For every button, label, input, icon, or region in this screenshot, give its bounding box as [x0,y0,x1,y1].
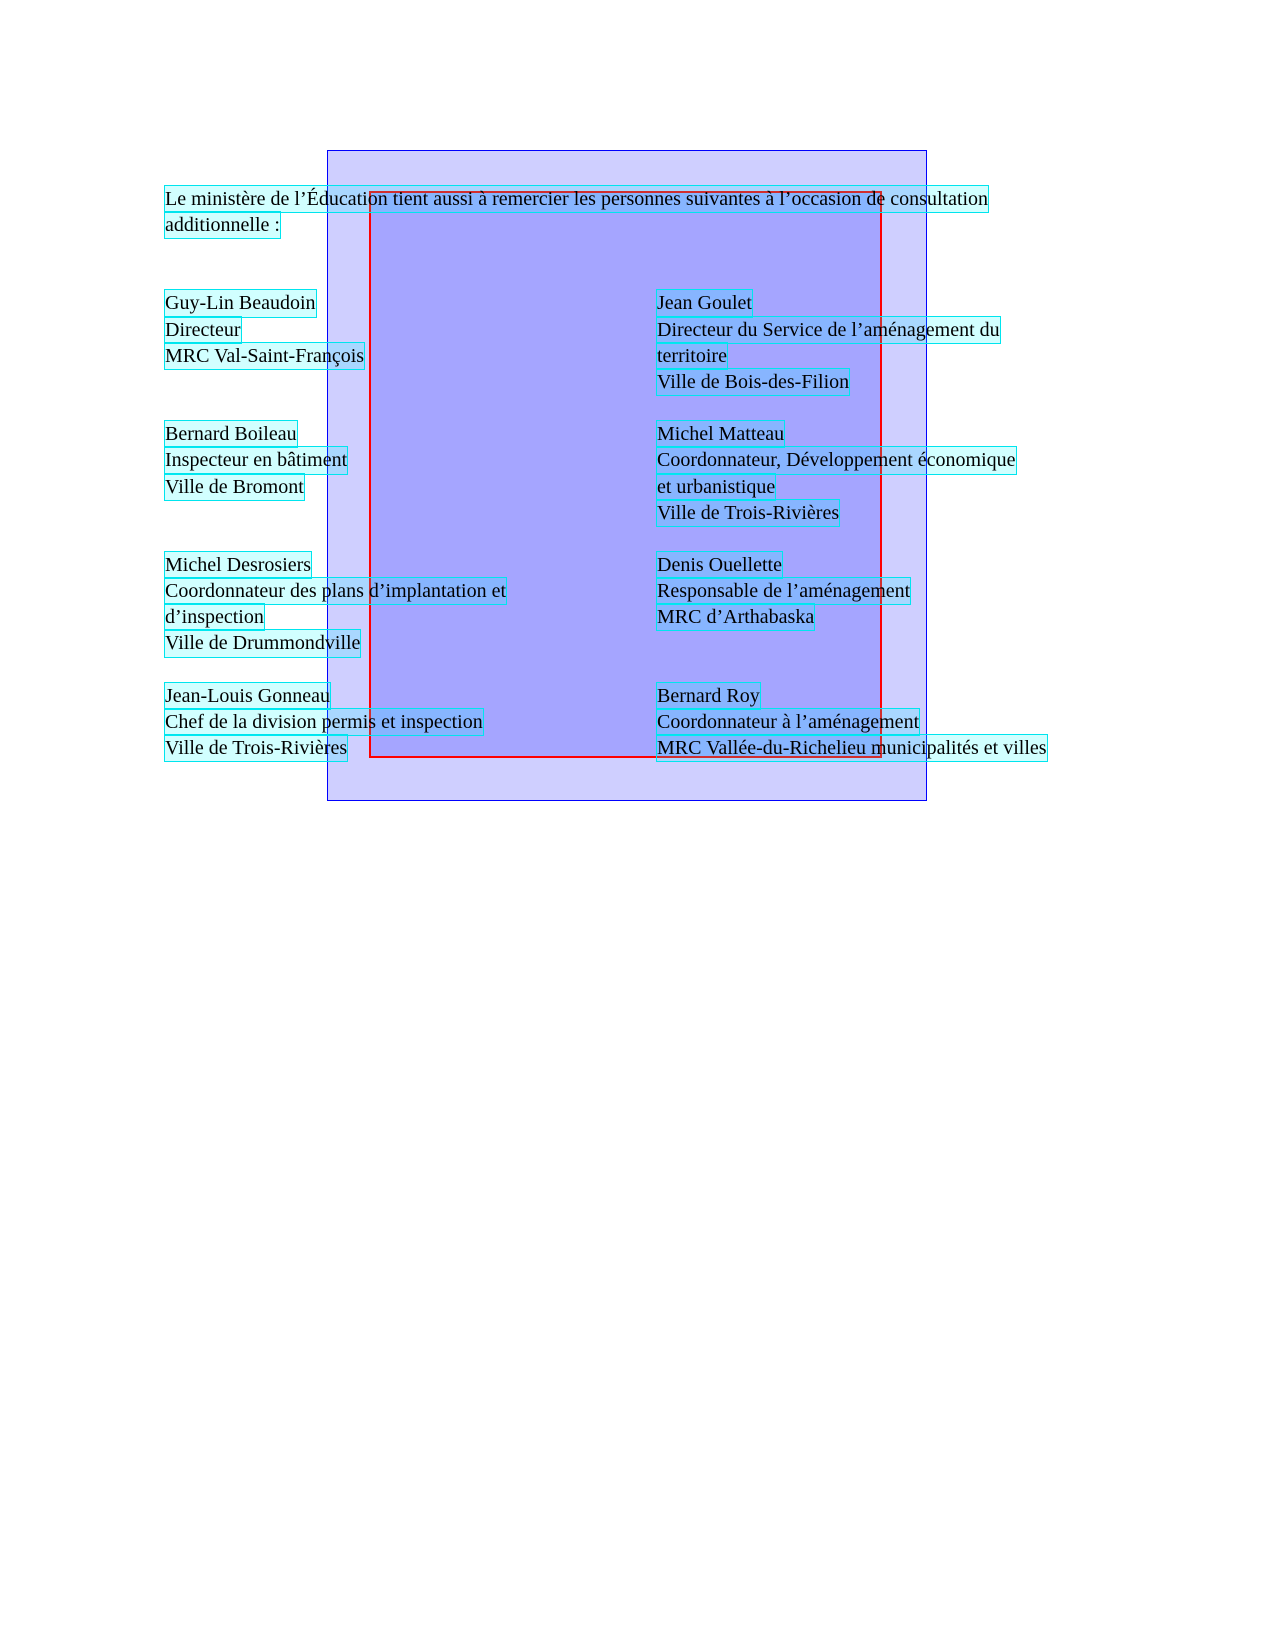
contact-title: Coordonnateur, Développement économique [657,447,1016,473]
contact-name: Michel Desrosiers [165,552,311,578]
contact-block [165,683,1165,762]
contact-organization: Ville de Bromont [165,474,304,500]
contact-title: d’inspection [165,604,264,630]
contact-organization: Ville de Drummondville [165,630,360,656]
contact-title: Responsable de l’aménagement [657,578,910,604]
contact-organization: Ville de Trois-Rivières [657,500,839,526]
contact-organization: MRC Vallée-du-Richelieu municipalités et villes [657,735,1047,761]
contact-name: Guy-Lin Beaudoin [165,290,316,316]
contact-title: Directeur du Service de l’aménagement du [657,317,1000,343]
intro-line-2: additionnelle : [165,212,280,238]
contact-title: Coordonnateur des plans d’implantation et [165,578,506,604]
contact-name: Denis Ouellette [657,552,782,578]
contact-block [165,421,1165,526]
contact-block [165,552,1165,657]
contact-name: Bernard Roy [657,683,760,709]
contact-name: Jean-Louis Gonneau [165,683,330,709]
contact-organization: Ville de Trois-Rivières [165,735,347,761]
intro-line-1: Le ministère de l’Éducation tient aussi à remercier les personnes suivantes à l’occasion de consultation [165,186,988,212]
contact-name: Michel Matteau [657,421,784,447]
contact-block [165,290,1165,395]
acknowledgements-section [165,186,1165,761]
contact-title: Directeur [165,317,241,343]
contact-organization: Ville de Bois-des-Filion [657,369,849,395]
contact-name: Jean Goulet [657,290,752,316]
contact-title: Inspecteur en bâtiment [165,447,347,473]
contact-name: Bernard Boileau [165,421,297,447]
contact-title: Chef de la division permis et inspection [165,709,483,735]
contact-title: et urbanistique [657,474,775,500]
contact-title: Coordonnateur à l’aménagement [657,709,919,735]
contact-organization: MRC d’Arthabaska [657,604,814,630]
contact-title: territoire [657,343,727,369]
contact-organization: MRC Val-Saint-François [165,343,364,369]
